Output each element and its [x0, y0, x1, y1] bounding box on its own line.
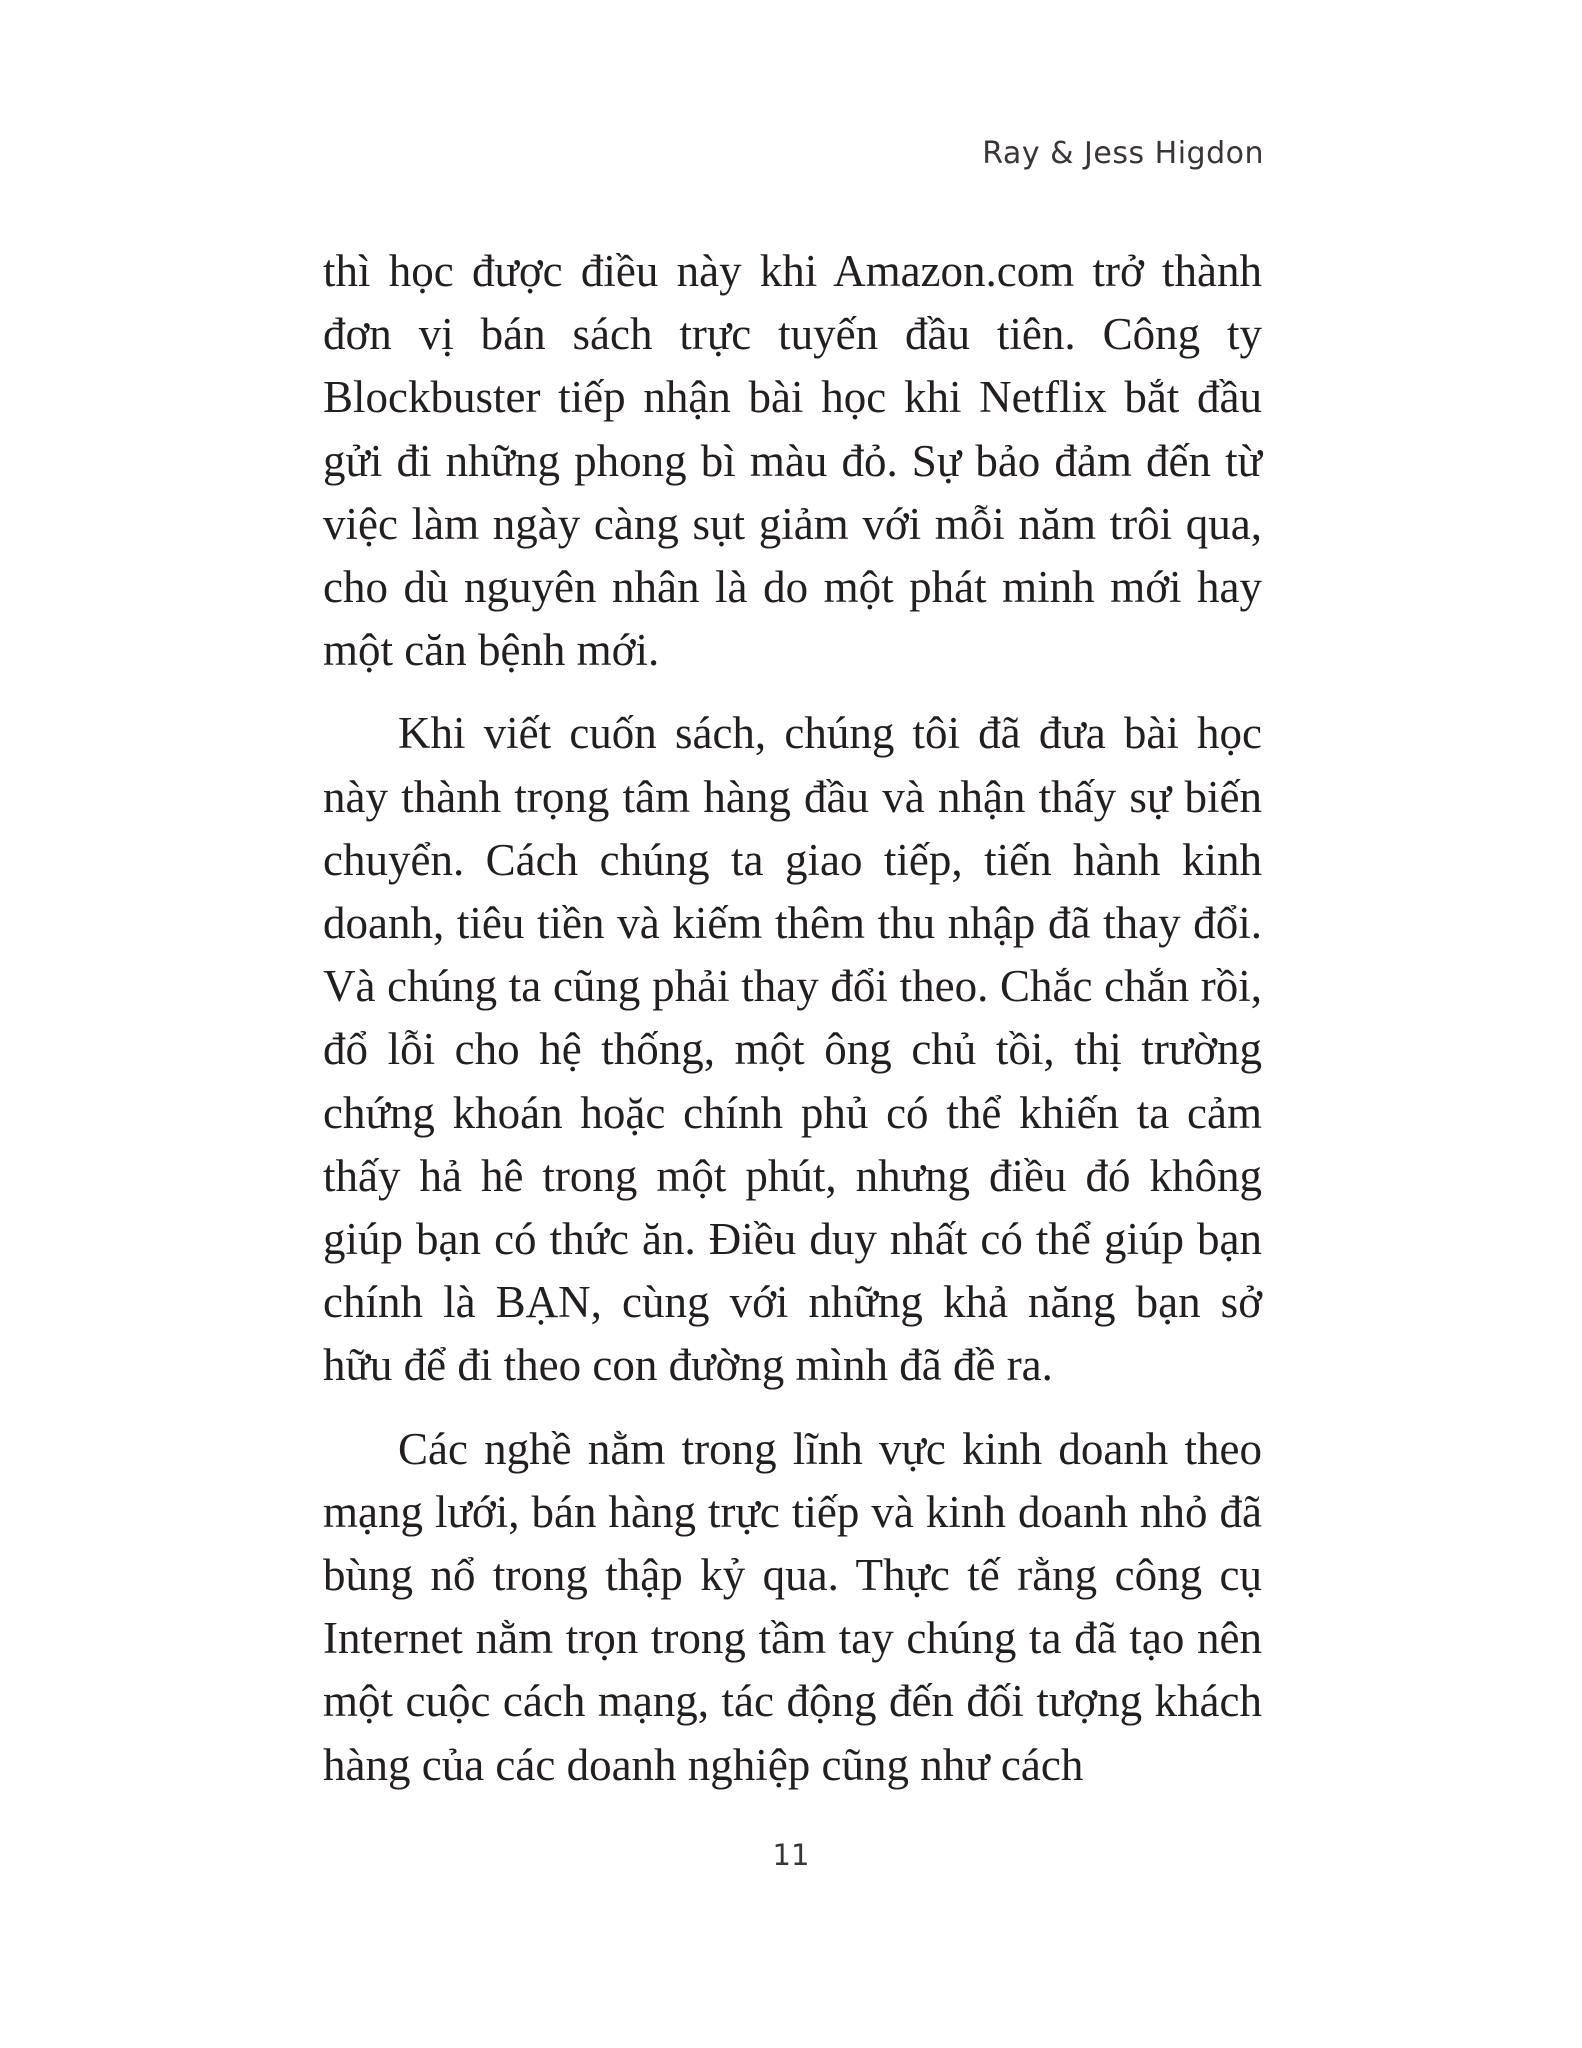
page-number: 11	[772, 1838, 810, 1872]
body-text	[323, 240, 1262, 1797]
paragraph: Các nghề nằm trong lĩnh vực kinh doanh theo mạng lưới, bán hàng trực tiếp và kinh doanh nhỏ đã bùng nổ trong thập kỷ qua. Thực tế rằng công cụ Internet nằm trọn trong tầm tay chúng ta đã tạo nên một cuộc cách mạng, tác động đến đối tượng khách hàng của các doanh nghiệp cũng như cách	[323, 1423, 1262, 1790]
paragraph: Khi viết cuốn sách, chúng tôi đã đưa bài học này thành trọng tâm hàng đầu và nhận thấy sự biến chuyển. Cách chúng ta giao tiếp, tiến hành kinh doanh, tiêu tiền và kiếm thêm thu nhập đã thay đổi. Và chúng ta cũng phải thay đổi theo. Chắc chắn rồi, đổ lỗi cho hệ thống, một ông chủ tồi, thị trường chứng khoán hoặc chính phủ có thể khiến ta cảm thấy hả hê trong một phút, nhưng điều đó không giúp bạn có thức ăn. Điều duy nhất có thể giúp bạn chính là BẠN, cùng với những khả năng bạn sở hữu để đi theo con đường mình đã đề ra.	[323, 708, 1262, 1391]
paragraph-continued: thì học được điều này khi Amazon.com trở thành đơn vị bán sách trực tuyến đầu tiên. Công ty Blockbuster tiếp nhận bài học khi Netflix bắt đầu gửi đi những phong bì màu đỏ. Sự bảo đảm đến từ việc làm ngày càng sụt giảm với mỗi năm trôi qua, cho dù nguyên nhân là do một phát minh mới hay một căn bệnh mới.	[323, 246, 1262, 676]
running-header-author: Ray & Jess Higdon	[982, 136, 1264, 171]
